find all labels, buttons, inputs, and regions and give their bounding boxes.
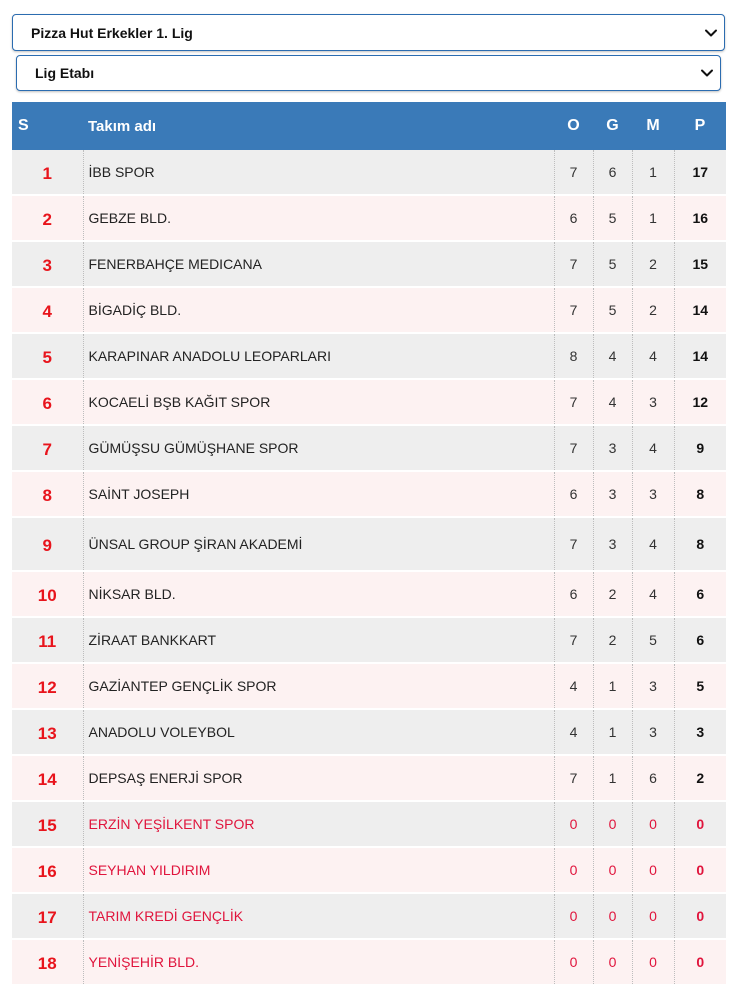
points-cell: 8: [674, 471, 726, 517]
table-row[interactable]: [12, 471, 726, 517]
column-header-won[interactable]: G: [593, 102, 632, 150]
position-cell: 4: [12, 287, 83, 333]
table-row[interactable]: [12, 517, 726, 571]
table-row[interactable]: [12, 571, 726, 617]
lost-cell: 4: [632, 333, 674, 379]
position-cell: 6: [12, 379, 83, 425]
points-cell: 14: [674, 333, 726, 379]
team-name-cell[interactable]: FENERBAHÇE MEDICANA: [83, 241, 554, 287]
position-cell: 2: [12, 195, 83, 241]
lost-cell: 0: [632, 893, 674, 939]
played-cell: 7: [554, 617, 593, 663]
lost-cell: 2: [632, 241, 674, 287]
lost-cell: 4: [632, 517, 674, 571]
team-name-cell[interactable]: SAİNT JOSEPH: [83, 471, 554, 517]
position-cell: 10: [12, 571, 83, 617]
table-row[interactable]: [12, 663, 726, 709]
team-name-cell[interactable]: KARAPINAR ANADOLU LEOPARLARI: [83, 333, 554, 379]
lost-cell: 0: [632, 939, 674, 985]
won-cell: 0: [593, 893, 632, 939]
position-cell: 13: [12, 709, 83, 755]
won-cell: 1: [593, 755, 632, 801]
won-cell: 1: [593, 709, 632, 755]
column-header-points[interactable]: P: [674, 102, 726, 150]
points-cell: 5: [674, 663, 726, 709]
points-cell: 14: [674, 287, 726, 333]
position-cell: 9: [12, 517, 83, 571]
team-name-cell[interactable]: BİGADİÇ BLD.: [83, 287, 554, 333]
points-cell: 12: [674, 379, 726, 425]
team-name-cell[interactable]: ZİRAAT BANKKART: [83, 617, 554, 663]
lost-cell: 3: [632, 663, 674, 709]
column-header-position[interactable]: S: [12, 102, 83, 150]
played-cell: 7: [554, 517, 593, 571]
points-cell: 0: [674, 801, 726, 847]
points-cell: 0: [674, 893, 726, 939]
team-name-cell[interactable]: İBB SPOR: [83, 150, 554, 195]
table-row[interactable]: [12, 847, 726, 893]
points-cell: 3: [674, 709, 726, 755]
stage-select-value: Lig Etabı: [35, 65, 95, 81]
lost-cell: 3: [632, 379, 674, 425]
won-cell: 1: [593, 663, 632, 709]
position-cell: 15: [12, 801, 83, 847]
played-cell: 7: [554, 425, 593, 471]
team-name-cell[interactable]: ERZİN YEŞİLKENT SPOR: [83, 801, 554, 847]
points-cell: 6: [674, 571, 726, 617]
team-name-cell[interactable]: NİKSAR BLD.: [83, 571, 554, 617]
league-select-value: Pizza Hut Erkekler 1. Lig: [31, 24, 193, 41]
table-row[interactable]: [12, 801, 726, 847]
team-name-cell[interactable]: TARIM KREDİ GENÇLİK: [83, 893, 554, 939]
points-cell: 0: [674, 847, 726, 893]
position-cell: 18: [12, 939, 83, 985]
played-cell: 0: [554, 801, 593, 847]
won-cell: 2: [593, 571, 632, 617]
table-row[interactable]: [12, 755, 726, 801]
won-cell: 5: [593, 287, 632, 333]
won-cell: 0: [593, 847, 632, 893]
table-row[interactable]: [12, 425, 726, 471]
chevron-down-icon: [700, 66, 714, 80]
stage-select[interactable]: [16, 55, 721, 91]
played-cell: 0: [554, 893, 593, 939]
won-cell: 5: [593, 241, 632, 287]
won-cell: 5: [593, 195, 632, 241]
won-cell: 0: [593, 801, 632, 847]
points-cell: 0: [674, 939, 726, 985]
points-cell: 16: [674, 195, 726, 241]
played-cell: 0: [554, 939, 593, 985]
lost-cell: 1: [632, 150, 674, 195]
position-cell: 5: [12, 333, 83, 379]
league-select[interactable]: [12, 14, 725, 51]
played-cell: 7: [554, 287, 593, 333]
played-cell: 8: [554, 333, 593, 379]
position-cell: 17: [12, 893, 83, 939]
column-header-lost[interactable]: M: [632, 102, 674, 150]
won-cell: 2: [593, 617, 632, 663]
table-header-row: [12, 102, 726, 150]
lost-cell: 5: [632, 617, 674, 663]
played-cell: 4: [554, 709, 593, 755]
lost-cell: 0: [632, 847, 674, 893]
won-cell: 4: [593, 333, 632, 379]
position-cell: 14: [12, 755, 83, 801]
won-cell: 0: [593, 939, 632, 985]
played-cell: 6: [554, 195, 593, 241]
position-cell: 3: [12, 241, 83, 287]
team-name-cell[interactable]: GAZİANTEP GENÇLİK SPOR: [83, 663, 554, 709]
played-cell: 4: [554, 663, 593, 709]
position-cell: 12: [12, 663, 83, 709]
won-cell: 6: [593, 150, 632, 195]
column-header-team[interactable]: Takım adı: [83, 102, 554, 150]
table-row[interactable]: [12, 287, 726, 333]
team-name-cell[interactable]: YENİŞEHİR BLD.: [83, 939, 554, 985]
team-name-cell[interactable]: ANADOLU VOLEYBOL: [83, 709, 554, 755]
team-name-cell[interactable]: KOCAELİ BŞB KAĞIT SPOR: [83, 379, 554, 425]
played-cell: 0: [554, 847, 593, 893]
table-row[interactable]: [12, 709, 726, 755]
won-cell: 4: [593, 379, 632, 425]
team-name-cell[interactable]: ÜNSAL GROUP ŞİRAN AKADEMİ: [83, 517, 554, 571]
played-cell: 7: [554, 150, 593, 195]
won-cell: 3: [593, 471, 632, 517]
played-cell: 7: [554, 379, 593, 425]
column-header-played[interactable]: O: [554, 102, 593, 150]
lost-cell: 2: [632, 287, 674, 333]
won-cell: 3: [593, 425, 632, 471]
team-name-cell[interactable]: GEBZE BLD.: [83, 195, 554, 241]
played-cell: 6: [554, 471, 593, 517]
table-row[interactable]: [12, 241, 726, 287]
lost-cell: 4: [632, 425, 674, 471]
table-row[interactable]: [12, 150, 726, 195]
standings-body: [12, 150, 726, 985]
lost-cell: 3: [632, 471, 674, 517]
played-cell: 6: [554, 571, 593, 617]
position-cell: 11: [12, 617, 83, 663]
team-name-cell[interactable]: SEYHAN YILDIRIM: [83, 847, 554, 893]
points-cell: 6: [674, 617, 726, 663]
won-cell: 3: [593, 517, 632, 571]
table-row[interactable]: [12, 617, 726, 663]
played-cell: 7: [554, 241, 593, 287]
table-row[interactable]: [12, 333, 726, 379]
points-cell: 9: [674, 425, 726, 471]
standings-table: [12, 102, 726, 986]
lost-cell: 4: [632, 571, 674, 617]
points-cell: 15: [674, 241, 726, 287]
table-row[interactable]: [12, 893, 726, 939]
table-row[interactable]: [12, 939, 726, 985]
team-name-cell[interactable]: DEPSAŞ ENERJİ SPOR: [83, 755, 554, 801]
points-cell: 17: [674, 150, 726, 195]
position-cell: 7: [12, 425, 83, 471]
position-cell: 16: [12, 847, 83, 893]
lost-cell: 6: [632, 755, 674, 801]
table-row[interactable]: [12, 195, 726, 241]
lost-cell: 0: [632, 801, 674, 847]
position-cell: 1: [12, 150, 83, 195]
chevron-down-icon: [704, 26, 718, 40]
lost-cell: 3: [632, 709, 674, 755]
team-name-cell[interactable]: GÜMÜŞSU GÜMÜŞHANE SPOR: [83, 425, 554, 471]
points-cell: 8: [674, 517, 726, 571]
position-cell: 8: [12, 471, 83, 517]
played-cell: 7: [554, 755, 593, 801]
table-row[interactable]: [12, 379, 726, 425]
lost-cell: 1: [632, 195, 674, 241]
points-cell: 2: [674, 755, 726, 801]
